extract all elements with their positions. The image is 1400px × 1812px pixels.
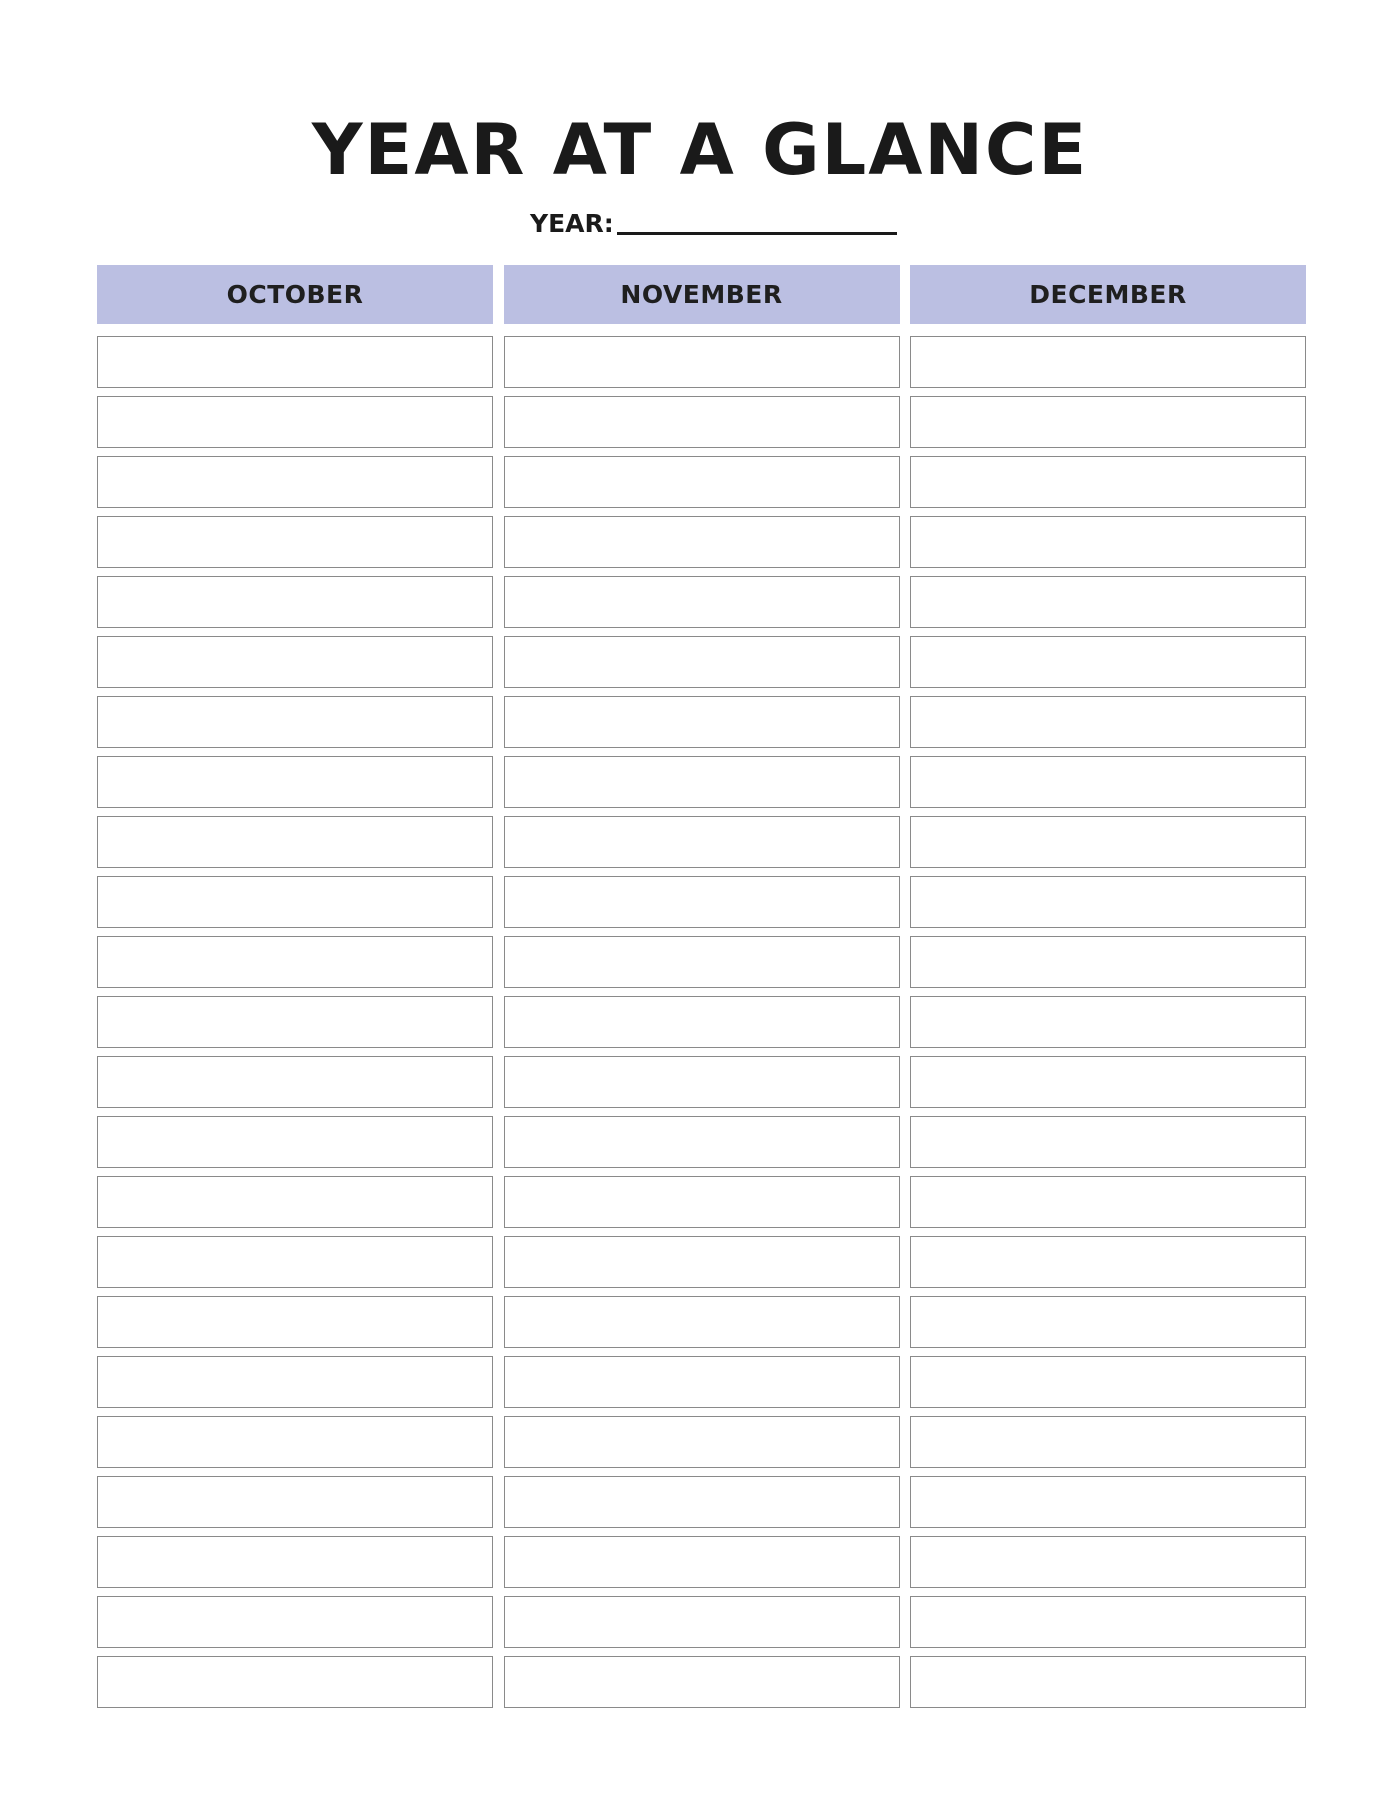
day-box[interactable] — [910, 696, 1306, 748]
day-box[interactable] — [910, 816, 1306, 868]
day-box[interactable] — [910, 456, 1306, 508]
year-blank-line[interactable] — [617, 228, 897, 235]
day-box[interactable] — [504, 1056, 900, 1108]
day-box[interactable] — [504, 1296, 900, 1348]
day-box[interactable] — [504, 336, 900, 388]
day-box[interactable] — [97, 396, 493, 448]
day-box[interactable] — [910, 576, 1306, 628]
day-box[interactable] — [504, 636, 900, 688]
day-box[interactable] — [97, 1656, 493, 1708]
day-box[interactable] — [97, 696, 493, 748]
year-label: YEAR: — [530, 209, 614, 238]
day-box[interactable] — [97, 1176, 493, 1228]
day-box[interactable] — [910, 1176, 1306, 1228]
day-box[interactable] — [504, 1476, 900, 1528]
day-box[interactable] — [97, 816, 493, 868]
day-box[interactable] — [504, 696, 900, 748]
day-box[interactable] — [910, 996, 1306, 1048]
day-box[interactable] — [504, 756, 900, 808]
day-box[interactable] — [504, 1656, 900, 1708]
day-box[interactable] — [504, 876, 900, 928]
column-december — [910, 336, 1306, 1716]
day-box[interactable] — [504, 1416, 900, 1468]
day-box[interactable] — [97, 996, 493, 1048]
day-box[interactable] — [504, 1116, 900, 1168]
day-box[interactable] — [97, 1356, 493, 1408]
day-box[interactable] — [97, 456, 493, 508]
page-title: YEAR AT A GLANCE — [311, 109, 1089, 191]
day-box[interactable] — [97, 936, 493, 988]
day-box[interactable] — [910, 1416, 1306, 1468]
day-box[interactable] — [910, 1596, 1306, 1648]
month-grid — [97, 265, 1306, 1716]
day-box[interactable] — [504, 396, 900, 448]
month-header-november: NOVEMBER — [504, 265, 900, 324]
month-headers — [97, 265, 1306, 324]
day-box[interactable] — [97, 516, 493, 568]
day-box[interactable] — [97, 1296, 493, 1348]
day-box[interactable] — [504, 1356, 900, 1408]
day-box[interactable] — [910, 1116, 1306, 1168]
day-box[interactable] — [504, 1596, 900, 1648]
day-box[interactable] — [910, 1236, 1306, 1288]
day-box[interactable] — [910, 1656, 1306, 1708]
day-box[interactable] — [910, 876, 1306, 928]
day-box[interactable] — [910, 336, 1306, 388]
day-box[interactable] — [504, 816, 900, 868]
day-box[interactable] — [97, 1536, 493, 1588]
day-box[interactable] — [504, 456, 900, 508]
day-box[interactable] — [97, 336, 493, 388]
day-box[interactable] — [504, 936, 900, 988]
day-box[interactable] — [910, 636, 1306, 688]
day-box[interactable] — [504, 1536, 900, 1588]
day-box[interactable] — [910, 1296, 1306, 1348]
day-box[interactable] — [97, 1596, 493, 1648]
day-box[interactable] — [910, 1356, 1306, 1408]
day-box[interactable] — [97, 1056, 493, 1108]
day-box[interactable] — [910, 1476, 1306, 1528]
day-box[interactable] — [97, 636, 493, 688]
column-november — [504, 336, 900, 1716]
day-box[interactable] — [97, 1416, 493, 1468]
day-box[interactable] — [504, 1236, 900, 1288]
day-box[interactable] — [910, 936, 1306, 988]
day-box[interactable] — [97, 876, 493, 928]
day-box[interactable] — [910, 1056, 1306, 1108]
day-box[interactable] — [97, 756, 493, 808]
column-october — [97, 336, 493, 1716]
day-box[interactable] — [504, 996, 900, 1048]
day-box[interactable] — [504, 576, 900, 628]
month-header-october: OCTOBER — [97, 265, 493, 324]
year-field — [530, 207, 897, 239]
day-box[interactable] — [910, 516, 1306, 568]
day-box[interactable] — [910, 756, 1306, 808]
day-box[interactable] — [910, 396, 1306, 448]
day-box[interactable] — [504, 1176, 900, 1228]
day-box[interactable] — [910, 1536, 1306, 1588]
day-box[interactable] — [97, 1236, 493, 1288]
day-box[interactable] — [97, 576, 493, 628]
day-box[interactable] — [97, 1116, 493, 1168]
month-columns — [97, 336, 1306, 1716]
day-box[interactable] — [97, 1476, 493, 1528]
day-box[interactable] — [504, 516, 900, 568]
month-header-december: DECEMBER — [910, 265, 1306, 324]
